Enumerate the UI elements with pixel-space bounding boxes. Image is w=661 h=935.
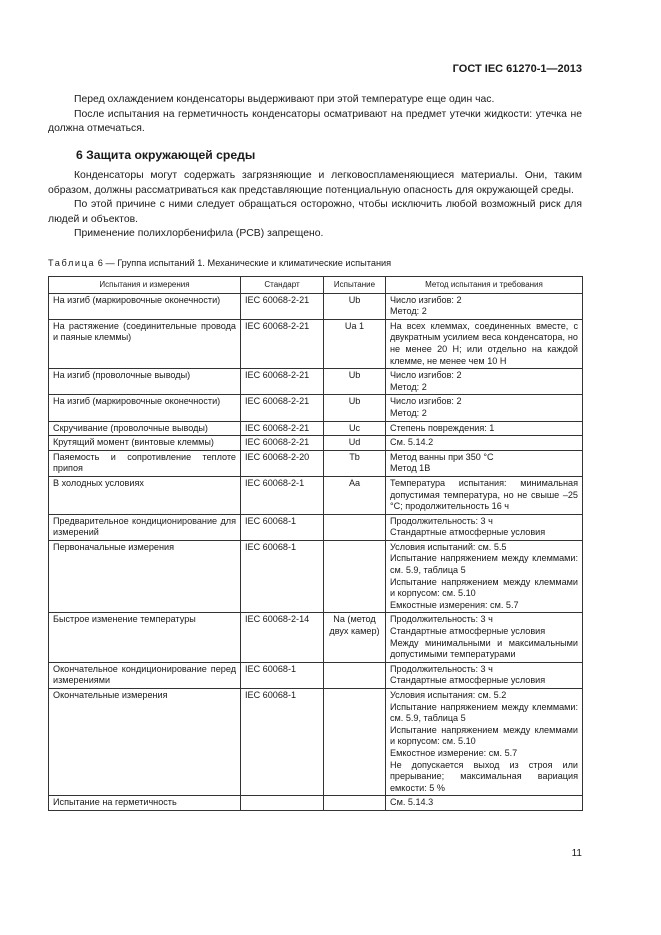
cell-standard: IEC 60068-2-21 [241, 436, 324, 451]
cell-standard [241, 796, 324, 811]
table-caption [48, 258, 391, 268]
cell-method [386, 421, 583, 436]
cell-method [386, 436, 583, 451]
table-row [49, 319, 583, 368]
table-row [49, 450, 583, 476]
method-line: Испытание напряжением между клеммами и корпусом: см. 5.10 [390, 576, 578, 599]
cell-standard: IEC 60068-1 [241, 514, 324, 540]
table-row [49, 613, 583, 662]
cell-test-name: Скручивание (проволочные выводы) [49, 421, 241, 436]
method-line: На всех клеммах, соединенных вместе, с двукратным усилием веса конденсатора, но не менее 20 Н; или отдельно на каждой клемме, не менее чем 10 Н [390, 320, 578, 366]
section-paragraph-1: Конденсаторы могут содержать загрязняющие и легковоспламеняющиеся материалы. Они, таким образом, должны рассматриваться как представляющие потенциальную опасность для окружающей среды. [48, 170, 582, 196]
method-line: Метод: 2 [390, 381, 427, 392]
method-line: Испытание напряжением между клеммами и корпусом: см. 5.10 [390, 724, 578, 747]
section-title: 6 Защита окружающей среды [76, 148, 256, 162]
cell-test-code [324, 689, 386, 796]
table-row [49, 395, 583, 421]
cell-test-name: Крутящий момент (винтовые клеммы) [49, 436, 241, 451]
method-line: Метод 1В [390, 463, 431, 474]
table-row [49, 421, 583, 436]
section-text [48, 169, 582, 242]
method-line: Испытание напряжением между клеммами: см. 5.9, таблица 5 [390, 701, 578, 724]
method-line: Метод: 2 [390, 306, 427, 317]
method-line: Емкостные измерения: см. 5.7 [390, 599, 519, 610]
cell-test-name: Предварительное кондиционирование для измерений [49, 514, 241, 540]
table-row [49, 436, 583, 451]
table-row [49, 796, 583, 811]
cell-test-name: На изгиб (проволочные выводы) [49, 369, 241, 395]
cell-test-code: Tb [324, 450, 386, 476]
cell-method [386, 476, 583, 514]
cell-test-name: Окончательное кондиционирование перед измерениями [49, 662, 241, 688]
cell-test-code: Ud [324, 436, 386, 451]
intro-paragraph-2: После испытания на герметичность конденсаторы осматривают на предмет утечки жидкости: утечка не должна отмечаться. [48, 108, 582, 135]
cell-standard: IEC 60068-2-21 [241, 421, 324, 436]
cell-test-code [324, 662, 386, 688]
cell-test-code [324, 796, 386, 811]
table-caption-label: Таблица [48, 258, 96, 268]
method-line: Степень повреждения: 1 [390, 422, 495, 433]
cell-standard: IEC 60068-2-21 [241, 293, 324, 319]
cell-test-code: Aa [324, 476, 386, 514]
table-row [49, 662, 583, 688]
method-line: Условия испытаний: см. 5.5 [390, 541, 507, 552]
method-line: Между минимальными и максимальными допустимыми температурами [390, 637, 578, 660]
cell-standard: IEC 60068-1 [241, 689, 324, 796]
table-row [49, 514, 583, 540]
cell-method [386, 450, 583, 476]
cell-standard: IEC 60068-2-1 [241, 476, 324, 514]
method-line: Стандартные атмосферные условия [390, 626, 546, 637]
method-line: Число изгибов: 2 [390, 370, 462, 381]
intro-text [48, 93, 582, 137]
method-line: Число изгибов: 2 [390, 396, 462, 407]
page-number: 11 [571, 848, 582, 859]
section-paragraph-3: Применение полихлорбенифила (PCB) запрещено. [74, 228, 324, 240]
cell-standard: IEC 60068-1 [241, 662, 324, 688]
cell-test-name: Быстрое изменение температуры [49, 613, 241, 662]
method-line: Число изгибов: 2 [390, 294, 462, 305]
method-line: Метод: 2 [390, 407, 427, 418]
cell-test-code: Ub [324, 395, 386, 421]
cell-method [386, 369, 583, 395]
cell-test-code [324, 540, 386, 613]
document-header: ГОСТ IEC 61270-1—2013 [452, 63, 582, 75]
method-line: Продолжительность: 3 ч [390, 515, 493, 526]
cell-standard: IEC 60068-2-20 [241, 450, 324, 476]
table-body [49, 293, 583, 810]
cell-test-name: Испытание на герметичность [49, 796, 241, 811]
method-line: Емкостное измерение: см. 5.7 [390, 747, 518, 758]
cell-standard: IEC 60068-1 [241, 540, 324, 613]
table-caption-text: 6 — Группа испытаний 1. Механические и климатические испытания [97, 258, 392, 268]
cell-test-name: На растяжение (соединительные провода и паяные клеммы) [49, 319, 241, 368]
cell-test-code: Uc [324, 421, 386, 436]
method-line: См. 5.14.3 [390, 797, 434, 808]
table-row [49, 540, 583, 613]
cell-method [386, 319, 583, 368]
method-line: Условия испытания: см. 5.2 [390, 690, 507, 700]
method-line: Не допускается выход из строя или прерывание; максимальная вариация емкости: 5 % [390, 759, 578, 793]
table-row [49, 689, 583, 796]
cell-test-code: Na (метод двух камер) [324, 613, 386, 662]
method-line: См. 5.14.2 [390, 437, 434, 448]
column-header-test: Испытание [324, 277, 386, 294]
table-header-row [49, 277, 583, 294]
cell-method [386, 689, 583, 796]
cell-method [386, 395, 583, 421]
intro-paragraph-1: Перед охлаждением конденсаторы выдерживают при этой температуре еще один час. [74, 94, 495, 105]
cell-method [386, 796, 583, 811]
method-line: Стандартные атмосферные условия [390, 675, 546, 686]
column-header-standard: Стандарт [241, 277, 324, 294]
section-paragraph-2: По этой причине с ними следует обращаться осторожно, чтобы исключить любой возможный риск для людей и объектов. [48, 199, 582, 225]
cell-test-code: Ua 1 [324, 319, 386, 368]
cell-method [386, 613, 583, 662]
cell-method [386, 662, 583, 688]
method-line: Температура испытания: минимальная допустимая температура, но не свыше –25 °C; продолжительность 16 ч [390, 477, 578, 512]
cell-test-name: На изгиб (маркировочные оконечности) [49, 395, 241, 421]
method-line: Продолжительность: 3 ч [390, 614, 493, 625]
cell-test-code: Ub [324, 369, 386, 395]
table-row [49, 293, 583, 319]
cell-method [386, 540, 583, 613]
cell-test-name: Окончательные измерения [49, 689, 241, 796]
cell-method [386, 293, 583, 319]
cell-standard: IEC 60068-2-14 [241, 613, 324, 662]
tests-table [48, 276, 583, 811]
cell-standard: IEC 60068-2-21 [241, 319, 324, 368]
cell-test-name: Паяемость и сопротивление теплоте припоя [49, 450, 241, 476]
cell-test-name: В холодных условиях [49, 476, 241, 514]
cell-test-code: Ub [324, 293, 386, 319]
cell-test-code [324, 514, 386, 540]
cell-standard: IEC 60068-2-21 [241, 395, 324, 421]
column-header-method: Метод испытания и требования [386, 277, 583, 294]
cell-method [386, 514, 583, 540]
cell-test-name: На изгиб (маркировочные оконечности) [49, 293, 241, 319]
table-row [49, 369, 583, 395]
table-row [49, 476, 583, 514]
method-line: Метод ванны при 350 °C [390, 451, 494, 462]
cell-standard: IEC 60068-2-21 [241, 369, 324, 395]
method-line: Продолжительность: 3 ч [390, 663, 493, 674]
cell-test-name: Первоначальные измерения [49, 540, 241, 613]
method-line: Стандартные атмосферные условия [390, 527, 546, 538]
column-header-tests: Испытания и измерения [49, 277, 241, 294]
method-line: Испытание напряжением между клеммами: см. 5.9, таблица 5 [390, 553, 578, 576]
